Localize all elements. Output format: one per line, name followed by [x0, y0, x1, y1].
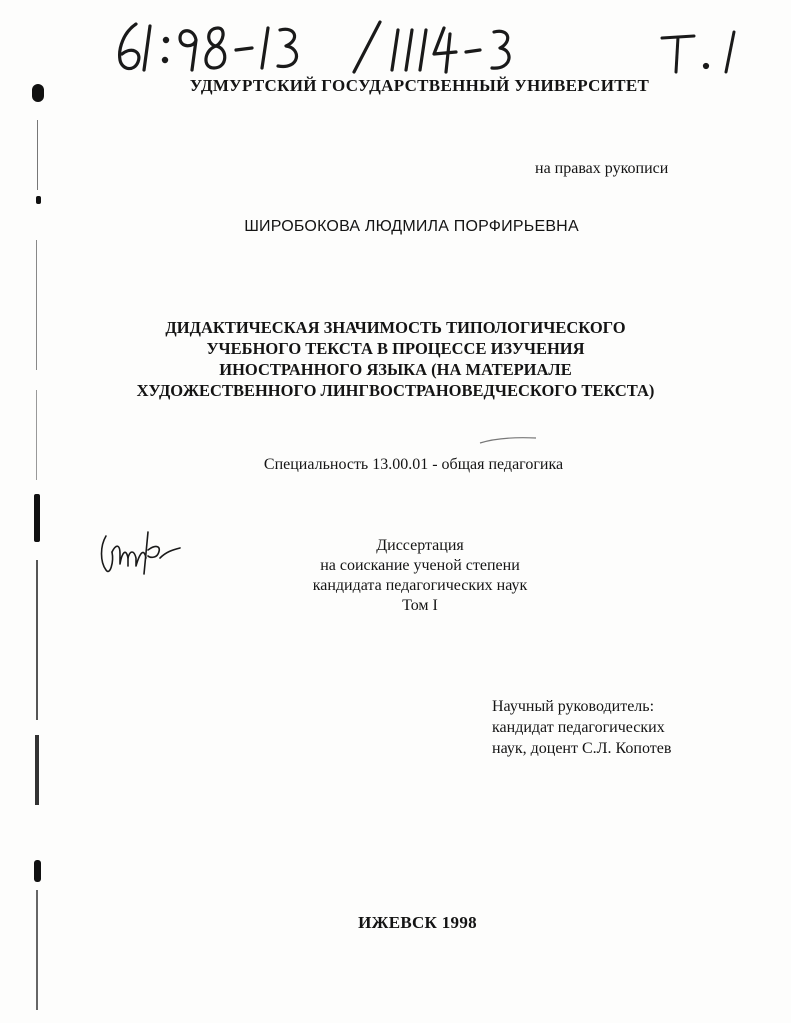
scan-edge-marks: [30, 0, 44, 1023]
city-year: ИЖЕВСК 1998: [358, 913, 477, 932]
advisor-line: наук, доцент С.Л. Копотев: [492, 740, 672, 757]
degree-line: на соискание ученой степени: [320, 557, 520, 574]
handwritten-volume-mark: [660, 28, 750, 78]
manuscript-note: на правах рукописи: [535, 160, 669, 177]
degree-line: кандидата педагогических наук: [312, 577, 528, 594]
advisor-line: кандидат педагогических: [492, 719, 665, 736]
scientific-advisor: [492, 696, 671, 759]
title-line: ИНОСТРАННОГО ЯЗЫКА (НА МАТЕРИАЛЕ: [219, 360, 572, 379]
degree-info: [0, 536, 791, 616]
title-line: УЧЕБНОГО ТЕКСТА В ПРОЦЕССЕ ИЗУЧЕНИЯ: [206, 339, 585, 358]
specialty: Специальность 13.00.01 - общая педагогика: [263, 456, 564, 473]
volume-label: Том I: [402, 597, 438, 614]
dissertation-title: [0, 317, 791, 401]
advisor-line: Научный руководитель:: [492, 698, 655, 715]
pencil-stroke: [478, 434, 538, 446]
handwritten-catalog-number: [110, 14, 550, 76]
university-name: УДМУРТСКИЙ ГОСУДАРСТВЕННЫЙ УНИВЕРСИТЕТ: [189, 76, 650, 95]
author-name: ШИРОБОКОВА ЛЮДМИЛА ПОРФИРЬЕВНА: [244, 218, 579, 235]
title-line: ХУДОЖЕСТВЕННОГО ЛИНГВОСТРАНОВЕДЧЕСКОГО ТЕКСТА): [136, 381, 655, 400]
degree-line: Диссертация: [376, 537, 464, 554]
title-line: ДИДАКТИЧЕСКАЯ ЗНАЧИМОСТЬ ТИПОЛОГИЧЕСКОГО: [165, 318, 626, 337]
